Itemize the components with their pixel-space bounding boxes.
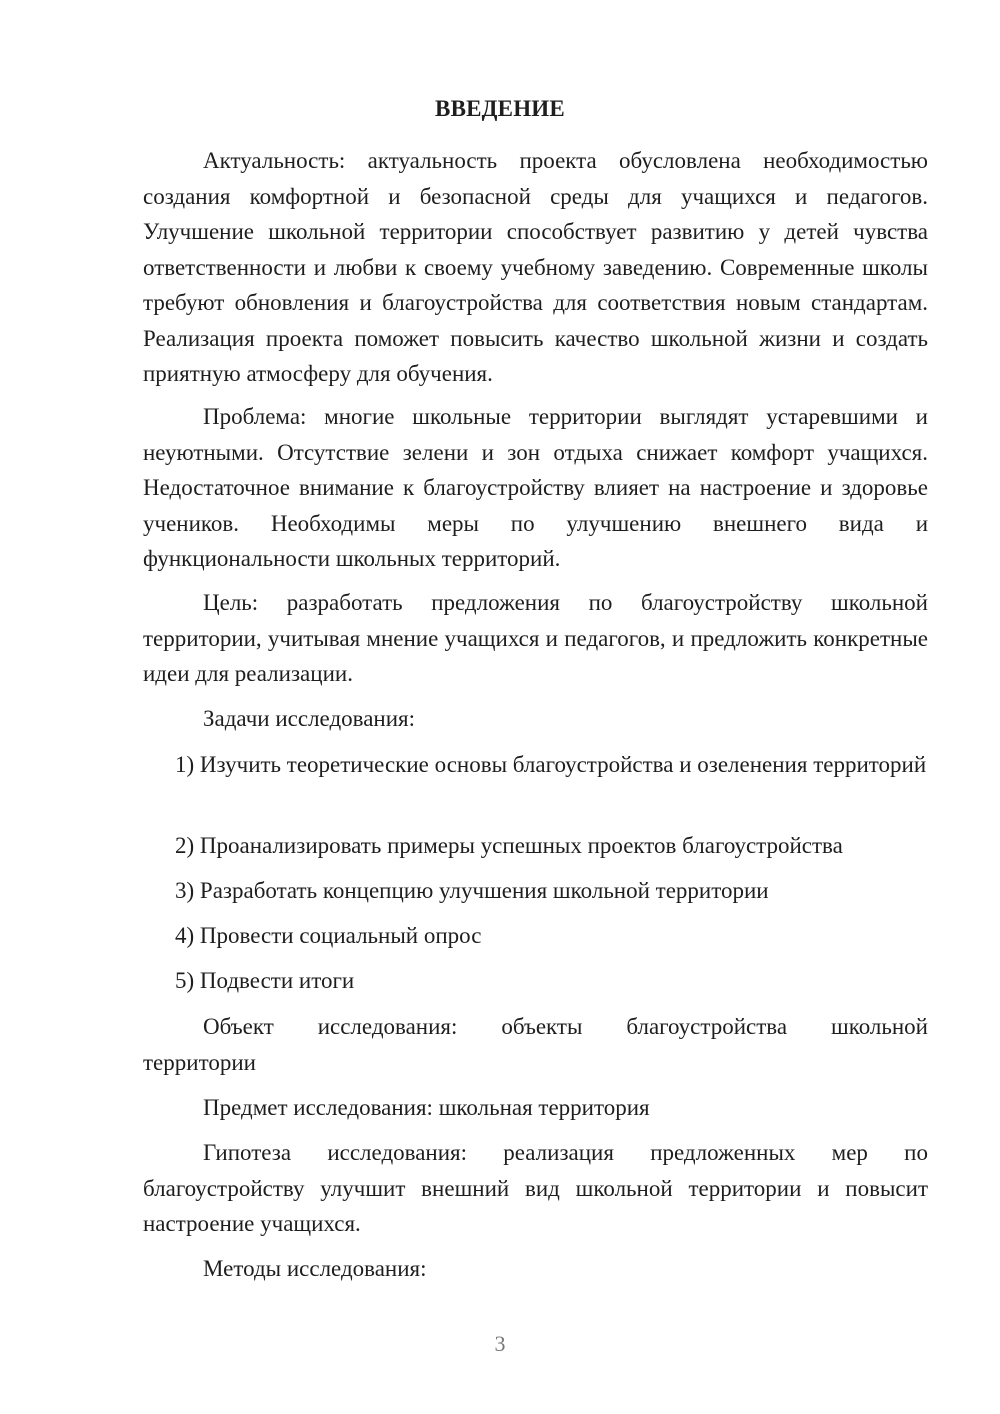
paragraph-problem: Проблема: многие школьные территории выглядят устаревшими и неуютными. Отсутствие зелени и зон отдыха снижает комфорт учащихся. Недостаточное внимание к благоустройству влияет на настроение и здоровье учеников. Необходимы меры по улучшению внешнего вида и функциональности школьных территорий. <box>143 404 928 571</box>
paragraph-hypothesis: Гипотеза исследования: реализация предложенных мер по благоустройству улучшит внешний вид школьной территории и повысит настроение учащихся. <box>143 1140 928 1236</box>
task-item-2: 2) Проанализировать примеры успешных проектов благоустройства <box>175 833 843 858</box>
page-number: 3 <box>494 1331 506 1356</box>
paragraph-object: Объект исследования: объекты благоустройства школьной территории <box>143 1014 928 1075</box>
tasks-heading: Задачи исследования: <box>203 706 416 731</box>
paragraph-subject: Предмет исследования: школьная территория <box>203 1095 650 1120</box>
task-item-5: 5) Подвести итоги <box>175 968 355 993</box>
paragraph-goal: Цель: разработать предложения по благоустройству школьной территории, учитывая мнение учащихся и педагогов, и предложить конкретные идеи для реализации. <box>143 590 928 686</box>
methods-heading: Методы исследования: <box>203 1256 427 1281</box>
task-item-1: 1) Изучить теоретические основы благоустройства и озеленения территорий <box>175 752 927 777</box>
paragraph-relevance: Актуальность: актуальность проекта обусловлена необходимостью создания комфортной и безопасной среды для учащихся и педагогов. Улучшение школьной территории способствует развитию у детей чувства ответственности и любви к своему учебному заведению. Современные школы требуют обновления и благоустройства для соответствия новым стандартам. Реализация проекта поможет повысить качество школьной жизни и создать приятную атмосферу для обучения. <box>143 148 928 386</box>
page-title: ВВЕДЕНИЕ <box>435 96 565 121</box>
task-item-4: 4) Провести социальный опрос <box>175 923 482 948</box>
task-item-3: 3) Разработать концепцию улучшения школьной территории <box>175 878 769 903</box>
